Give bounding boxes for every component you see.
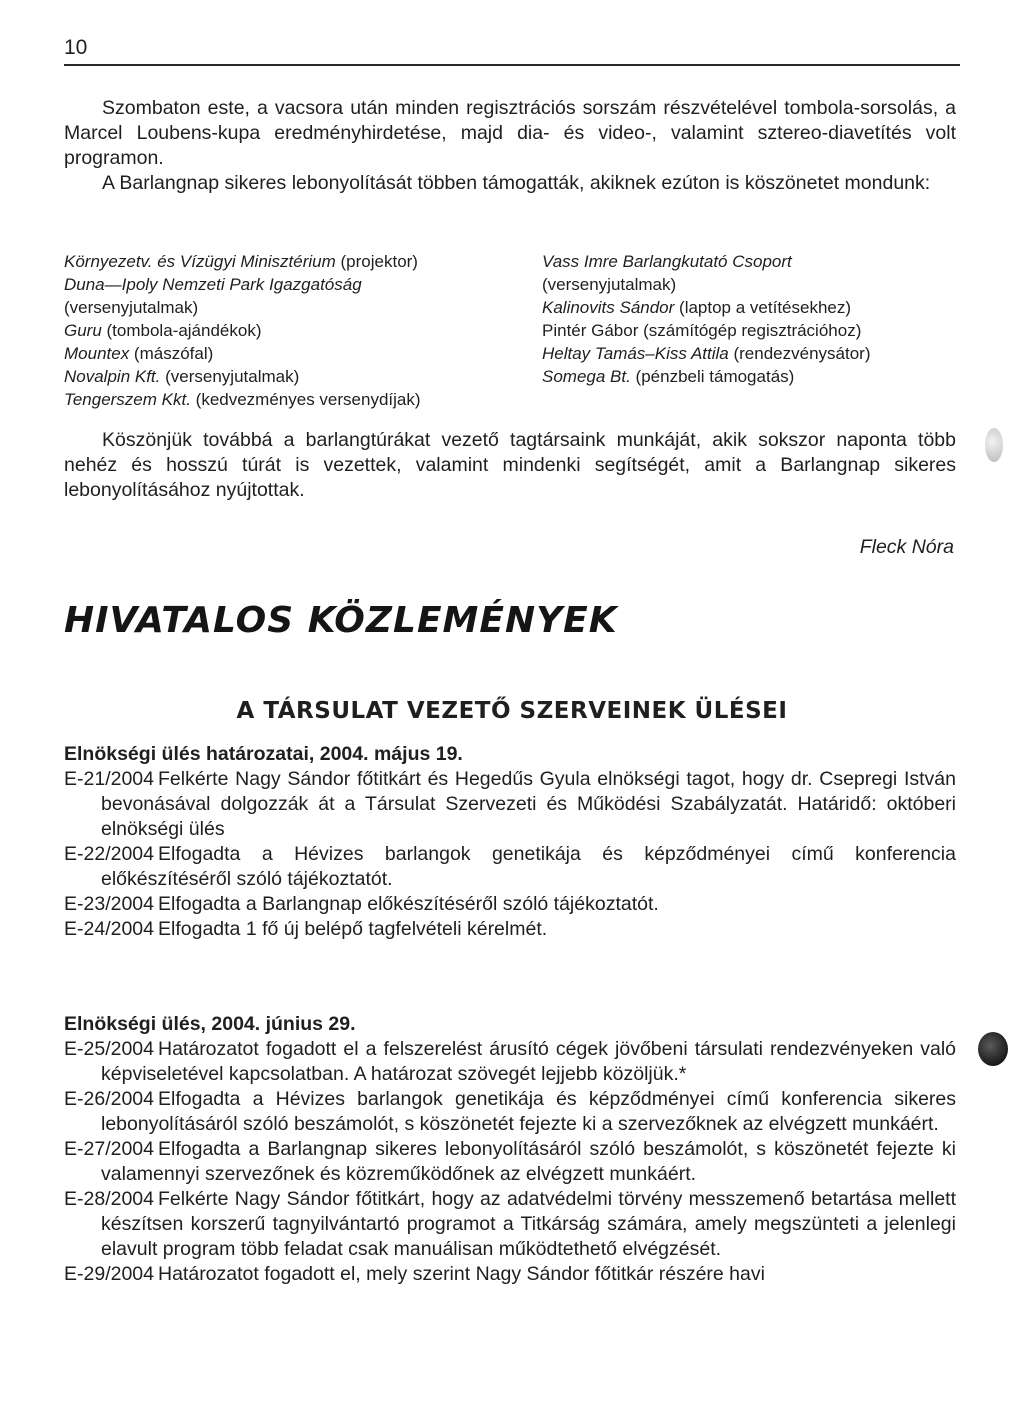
sponsor-entry: Környezetv. és Vízügyi Minisztérium (projektor)	[64, 252, 418, 271]
resolution-id: E-26/2004	[64, 1088, 154, 1110]
resolution-id: E-25/2004	[64, 1038, 154, 1060]
intro-section	[64, 96, 956, 196]
sponsor-entry: Novalpin Kft. (versenyjutalmak)	[64, 367, 300, 386]
scan-edge-mark	[985, 428, 1003, 462]
sponsor-column-left	[64, 250, 542, 411]
resolution-text: Határozatot fogadott el, mely szerint Nagy Sándor főtitkár részére havi	[158, 1263, 765, 1285]
binder-hole-mark	[978, 1032, 1008, 1066]
sponsor-column-right	[542, 250, 960, 411]
resolution-item	[64, 892, 956, 917]
page-number: 10	[64, 36, 88, 59]
sponsor-entry: Duna—Ipoly Nemzeti Park Igazgatóság	[64, 275, 362, 294]
sponsor-list	[64, 250, 960, 411]
section-title: HIVATALOS KÖZLEMÉNYEK	[64, 600, 618, 641]
resolution-item	[64, 767, 956, 842]
resolution-text: Elfogadta a Hévizes barlangok genetikája és képződményei című konferencia sikeres lebonyolításáról szóló beszámolót, s köszönetét fejezte ki a szervezőknek az elvégzett munkáért.	[101, 1088, 956, 1135]
resolution-id: E-23/2004	[64, 893, 154, 915]
resolution-text: Elfogadta 1 fő új belépő tagfelvételi kérelmét.	[158, 918, 548, 940]
resolution-item	[64, 1137, 956, 1187]
resolution-id: E-24/2004	[64, 918, 154, 940]
resolution-id: E-21/2004	[64, 768, 154, 790]
meeting-title: Elnökségi ülés, 2004. június 29.	[64, 1013, 356, 1035]
resolution-text: Elfogadta a Barlangnap sikeres lebonyolításáról szóló beszámolót, s köszönetét fejezte ki valamennyi szervezőnek és közreműködőnek az elvégzett munkáért.	[101, 1138, 956, 1185]
sponsor-entry: Heltay Tamás–Kiss Attila (rendezvénysátor)	[542, 344, 871, 363]
resolution-id: E-27/2004	[64, 1138, 154, 1160]
resolution-id: E-28/2004	[64, 1188, 154, 1210]
resolution-text: Felkérte Nagy Sándor főtitkárt és Hegedűs Gyula elnökségi tagot, hogy dr. Csepregi István bevonásával dolgozzák át a Társulat Szervezeti és Működési Szabályzatát. Határidő: októberi elnökségi ülés	[101, 768, 956, 840]
resolution-item	[64, 1262, 956, 1287]
resolution-id: E-22/2004	[64, 843, 154, 865]
resolution-item	[64, 917, 956, 942]
thanks-paragraph: Köszönjük továbbá a barlangtúrákat vezető tagtársaink munkáját, akik sokszor naponta több nehéz és hosszú túrát is vezettek, valamint mindenki segítségét, amit a Barlangnap sikeres lebonyolításához nyújtottak.	[64, 429, 956, 501]
subsection-title: A TÁRSULAT VEZETŐ SZERVEINEK ÜLÉSEI	[236, 698, 788, 724]
resolution-text: Elfogadta a Barlangnap előkészítéséről szóló tájékoztatót.	[158, 893, 659, 915]
intro-paragraph-2: A Barlangnap sikeres lebonyolítását többen támogatták, akiknek ezúton is köszönetet mondunk:	[102, 172, 931, 194]
sponsor-entry: Guru (tombola-ajándékok)	[64, 321, 262, 340]
sponsor-entry: Somega Bt. (pénzbeli támogatás)	[542, 367, 795, 386]
sponsor-entry: Pintér Gábor (számítógép regisztrációhoz)	[542, 321, 862, 340]
resolution-id: E-29/2004	[64, 1263, 154, 1285]
header-rule	[64, 64, 960, 66]
meeting-title: Elnökségi ülés határozatai, 2004. május 19.	[64, 743, 463, 765]
author-signature: Fleck Nóra	[859, 536, 954, 558]
resolution-item	[64, 1087, 956, 1137]
sponsor-entry: (versenyjutalmak)	[64, 298, 199, 317]
resolution-item	[64, 842, 956, 892]
meeting-block	[64, 1012, 956, 1287]
resolution-text: Felkérte Nagy Sándor főtitkárt, hogy az adatvédelmi törvény messzemenő betartása mellett készítsen korszerű tagnyilvántartó programot a Titkárság számára, amely megszünteti a jelenlegi elavult program több feladat csak manuálisan működtethető elvégzését.	[101, 1188, 956, 1260]
intro-paragraph-1: Szombaton este, a vacsora után minden regisztrációs sorszám részvételével tombola-sorsolás, a Marcel Loubens-kupa eredményhirdetése, majd dia- és video-, valamint sztereo-diavetítés volt programon.	[64, 97, 956, 169]
sponsor-entry: Tengerszem Kkt. (kedvezményes versenydíjak)	[64, 390, 421, 409]
sponsor-entry: Mountex (mászófal)	[64, 344, 214, 363]
resolution-item	[64, 1187, 956, 1262]
sponsor-entry: Vass Imre Barlangkutató Csoport	[542, 252, 792, 271]
resolution-text: Elfogadta a Hévizes barlangok genetikája és képződményei című konferencia előkészítéséről szóló tájékoztatót.	[101, 843, 956, 890]
meeting-block	[64, 742, 956, 942]
sponsor-entry: Kalinovits Sándor (laptop a vetítésekhez)	[542, 298, 852, 317]
resolution-item	[64, 1037, 956, 1087]
sponsor-entry: (versenyjutalmak)	[542, 275, 677, 294]
resolution-text: Határozatot fogadott el a felszerelést árusító cégek jövőbeni társulati rendezvényeken való képviseletével kapcsolatban. A határozat szövegét lejjebb közöljük.*	[101, 1038, 956, 1085]
